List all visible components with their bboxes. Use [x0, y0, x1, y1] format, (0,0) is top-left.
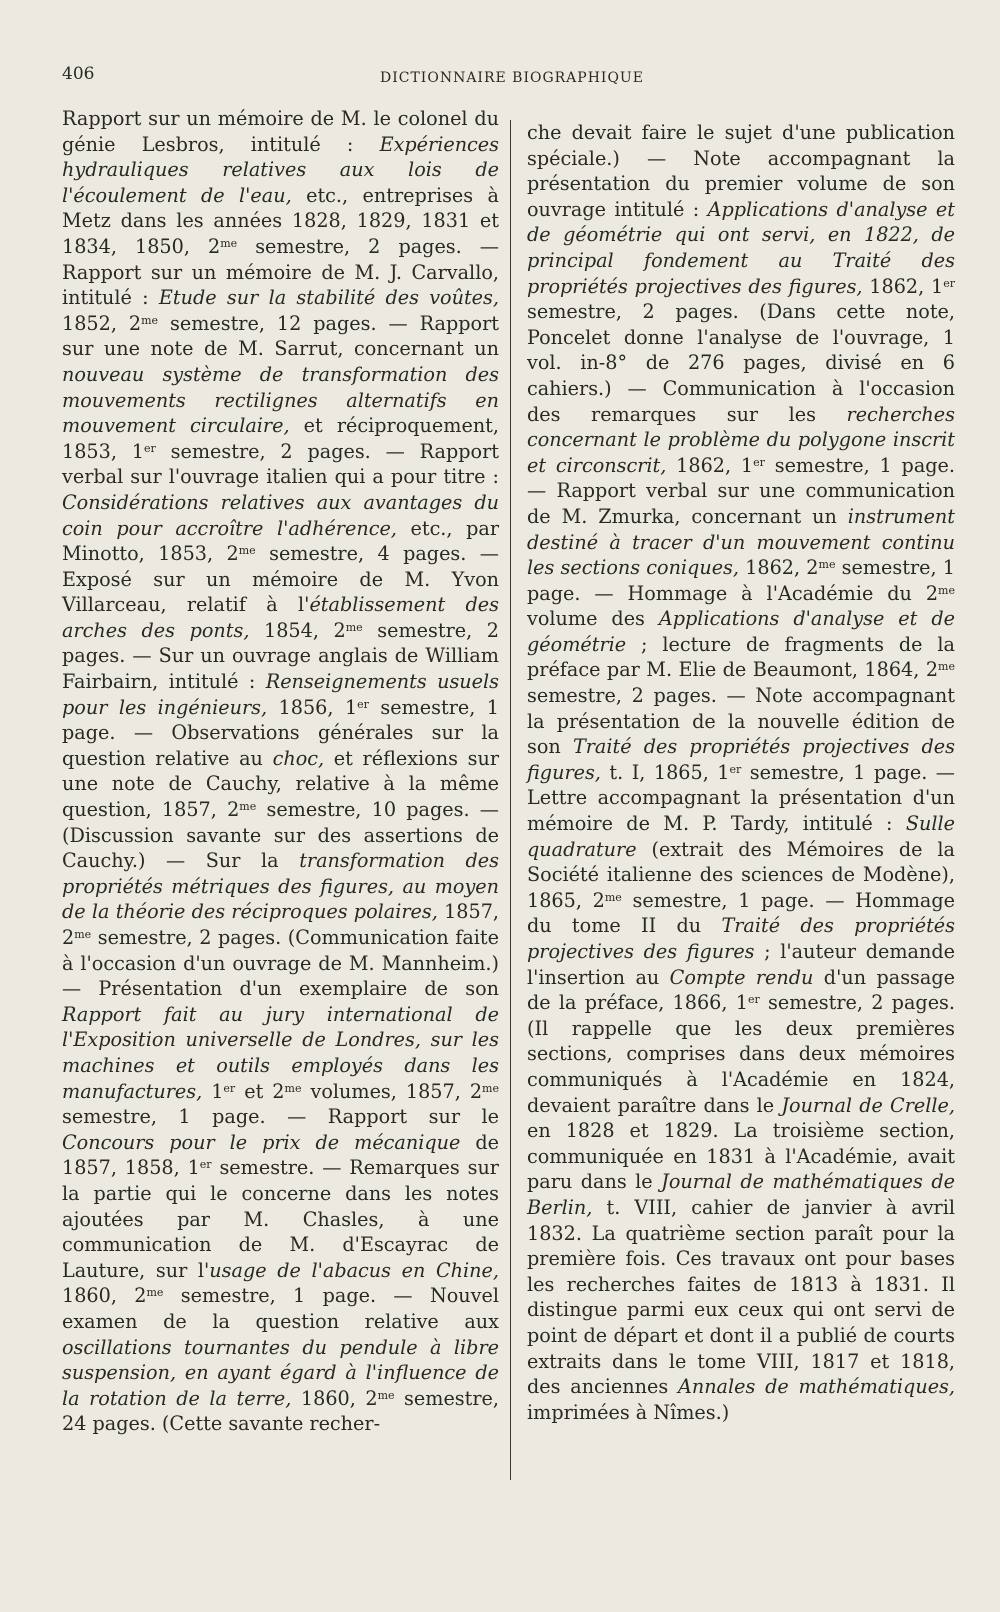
text-run: 1856, 1 — [267, 695, 358, 719]
right-column-text — [527, 120, 955, 1425]
text-run: semestre. — Remarques sur la partie qui le concerne dans les notes ajoutées par M. Chasles, à une communication de M. d'Escayrac de Lauture, sur l' — [62, 1156, 499, 1282]
text-run: imprimées à Nîmes.) — [527, 1400, 730, 1424]
italic-title: Expériences hydrauliques relatives aux lois de l'écoulement de l'eau, — [62, 132, 499, 207]
italic-title: Compte rendu — [669, 965, 814, 989]
italic-title: Traité des propriétés projectives des figures, — [527, 735, 956, 784]
ordinal-superscript: er — [729, 762, 742, 776]
ordinal-superscript: me — [74, 928, 92, 941]
italic-title: usage de l'abacus en Chine, — [209, 1258, 499, 1282]
ordinal-superscript: me — [938, 660, 955, 674]
text-run: 1862, 2 — [739, 556, 819, 580]
text-run: semestre, 1 page. — Hommage du tome II du — [527, 888, 955, 938]
italic-title: Annales de mathématiques, — [677, 1375, 955, 1399]
ordinal-superscript: me — [220, 236, 238, 250]
text-run: 1852, 2 — [62, 311, 142, 335]
italic-title: Traité des propriétés projectives des figures — [527, 914, 955, 963]
italic-title: choc, — [272, 746, 325, 770]
ordinal-superscript: me — [818, 558, 836, 572]
text-run: semestre, 12 pages. — Rapport sur une note de M. Sarrut, concernant un — [62, 311, 499, 361]
text-run: d'un passage de la préface, 1866, 1 — [527, 965, 955, 1015]
italic-title: Journal de mathématiques de Berlin, — [527, 1170, 955, 1219]
text-run: et réflexions sur une note de Cauchy, relative à la même question, 1857, 2 — [62, 746, 499, 822]
ordinal-superscript: er — [747, 993, 760, 1007]
text-run: semestre, 1 page. — Observations générales sur la question relative au — [62, 695, 500, 770]
ordinal-superscript: me — [482, 1081, 499, 1095]
text-run: semestre, 24 pages. (Cette savante recher- — [62, 1386, 499, 1436]
text-run: semestre, 1 page. — Rapport sur le — [62, 1105, 499, 1129]
ordinal-superscript: me — [938, 583, 955, 597]
ordinal-superscript: er — [357, 697, 369, 711]
text-run: 1854, 2 — [249, 618, 346, 642]
text-run: et 2 — [235, 1079, 285, 1103]
italic-title: Etude sur la stabilité des voûtes, — [158, 286, 499, 310]
text-run: 1860, 2 — [62, 1284, 147, 1308]
left-column-text — [62, 106, 499, 1437]
text-run: de 1857, 1858, 1 — [62, 1130, 499, 1180]
italic-title: oscillations tournantes du pendule à libre suspension, en ayant égard à l'influence de la rotation de la terre, — [62, 1335, 499, 1410]
ordinal-superscript: er — [223, 1081, 236, 1095]
page-number: 406 — [62, 64, 95, 84]
text-run: semestre, 2 pages. — Rapport verbal sur l'ouvrage italien qui a pour titre : — [62, 439, 499, 489]
ordinal-superscript: me — [146, 1286, 164, 1300]
column-divider — [510, 120, 511, 1480]
text-run: t. VIII, cahier de janvier à avril 1832. La quatrième section paraît pour la première fois. Ces travaux ont pour bases les recherches faites de 1813 à 1831. Il distingue parmi eux ceux qui ont servi de point de départ et dont il a publié de courts extraits dans le tome VIII, 1817 et 1818, des anciennes — [527, 1195, 955, 1399]
ordinal-superscript: me — [604, 890, 622, 904]
text-run: volume des — [527, 607, 659, 631]
italic-title: transformation des propriétés métriques des figures, au moyen de la théorie des réciproques polaires, — [62, 849, 500, 924]
text-run: 1 — [202, 1079, 224, 1103]
italic-title: Considérations relatives aux avantages du coin pour accroître l'adhérence, — [62, 490, 499, 540]
text-run: etc., par Minotto, 1853, 2 — [62, 516, 499, 566]
text-run: semestre, 1 page. — Rapport verbal sur une communication de M. Zmurka, concernant un — [527, 453, 955, 528]
ordinal-superscript: er — [753, 455, 765, 469]
ordinal-superscript: er — [144, 441, 156, 455]
text-run: semestre, 2 pages. (Dans cette note, Poncelet donne l'analyse de l'ouvrage, 1 vol. in-8° de 276 pages, divisé en 6 cahiers.) — Communication à l'occasion des remarques sur les — [527, 300, 955, 426]
italic-title: nouveau système de transformation des mouvements rectilignes alternatifs en mouvement circulaire, — [62, 362, 499, 438]
ordinal-superscript: me — [141, 313, 159, 327]
text-run: 1857, 2 — [62, 900, 499, 949]
ordinal-superscript: me — [345, 620, 363, 634]
text-run: volumes, 1857, 2 — [301, 1079, 483, 1103]
text-run: semestre, 2 pages. (Il rappelle que les deux premières sections, comprises dans deux mémoires communiqués à l'Académie en 1824, devaient paraître dans le — [527, 991, 955, 1117]
italic-title: Concours pour le prix de mécanique — [62, 1130, 461, 1154]
text-run: semestre, 2 pages. — Sur un ouvrage anglais de William Fairbairn, intitulé : — [62, 618, 499, 694]
italic-title: recherches concernant le problème du polygone inscrit et circonscrit, — [527, 402, 955, 477]
text-run: semestre, 1 page. — Hommage à l'Académie du 2 — [527, 556, 955, 605]
ordinal-superscript: me — [284, 1081, 302, 1095]
italic-title: Sulle quadrature — [527, 812, 955, 861]
text-run: semestre, 4 pages. — Exposé sur un mémoire de M. Yvon Villarceau, relatif à l' — [62, 542, 499, 617]
text-run: etc., entreprises à Metz dans les années 1828, 1829, 1831 et 1834, 1850, 2 — [62, 183, 499, 258]
ordinal-superscript: me — [377, 1388, 395, 1402]
italic-title: établissement des arches des ponts, — [62, 593, 499, 642]
text-run: 1862, 1 — [862, 274, 944, 298]
ordinal-superscript: me — [238, 544, 256, 558]
italic-title: Journal de Crelle, — [781, 1093, 955, 1117]
text-run: en 1828 et 1829. La troisième section, communiquée en 1831 à l'Académie, avait paru dans le — [527, 1119, 955, 1194]
text-run: semestre, 1 page. — Nouvel examen de la question relative aux — [62, 1284, 499, 1333]
ordinal-superscript: er — [943, 276, 955, 290]
ordinal-superscript: er — [199, 1158, 212, 1172]
text-run: Rapport sur un mémoire de M. le colonel du génie Lesbros, intitulé : — [62, 107, 499, 156]
text-run: che devait faire le sujet d'une publication spéciale.) — Note accompagnant la présentation du premier volume de son ouvrage intitulé : — [527, 121, 955, 221]
ordinal-superscript: me — [239, 800, 257, 814]
text-run: semestre, 2 pages. (Communication faite à l'occasion d'un ouvrage de M. Mannheim.) — Présentation d'un exemplaire de son — [62, 926, 499, 1001]
text-run: semestre, 2 pages. — Rapport sur un mémoire de M. J. Carvallo, intitulé : — [62, 234, 499, 310]
italic-title: Applications d'analyse et de géométrie qui ont servi, en 1822, de principal fondement au Traité des propriétés projectives des figures, — [527, 197, 955, 298]
running-title: DICTIONNAIRE BIOGRAPHIQUE — [380, 70, 644, 86]
text-run: ; l'auteur demande l'insertion au — [527, 940, 955, 989]
italic-title: instrument destiné à tracer d'un mouvement continu les sections coniques, — [527, 504, 955, 580]
text-run: (extrait des Mémoires de la Société italienne des sciences de Modène), 1865, 2 — [527, 837, 955, 912]
italic-title: Rapport fait au jury international de l'Exposition universelle de Londres, sur les machines et outils employés dans les manufactures, — [62, 1002, 499, 1103]
text-run: t. I, 1865, 1 — [600, 760, 730, 784]
italic-title: Applications d'analyse et de géométrie — [527, 607, 955, 656]
italic-title: Renseignements usuels pour les ingénieurs, — [62, 670, 499, 719]
text-run: 1860, 2 — [291, 1386, 378, 1410]
text-run: semestre, 10 pages. — (Discussion savante sur des assertions de Cauchy.) — Sur la — [62, 798, 499, 873]
text-run: ; lecture de fragments de la préface par M. Elie de Beaumont, 1864, 2 — [527, 632, 955, 682]
text-run: et réciproquement, 1853, 1 — [62, 414, 499, 463]
text-run: 1862, 1 — [666, 453, 754, 477]
text-run: semestre, 2 pages. — Note accompagnant la présentation de la nouvelle édition de son — [527, 684, 955, 759]
text-run: semestre, 1 page. — Lettre accompagnant la présentation d'un mémoire de M. P. Tardy, intitulé : — [527, 760, 955, 836]
